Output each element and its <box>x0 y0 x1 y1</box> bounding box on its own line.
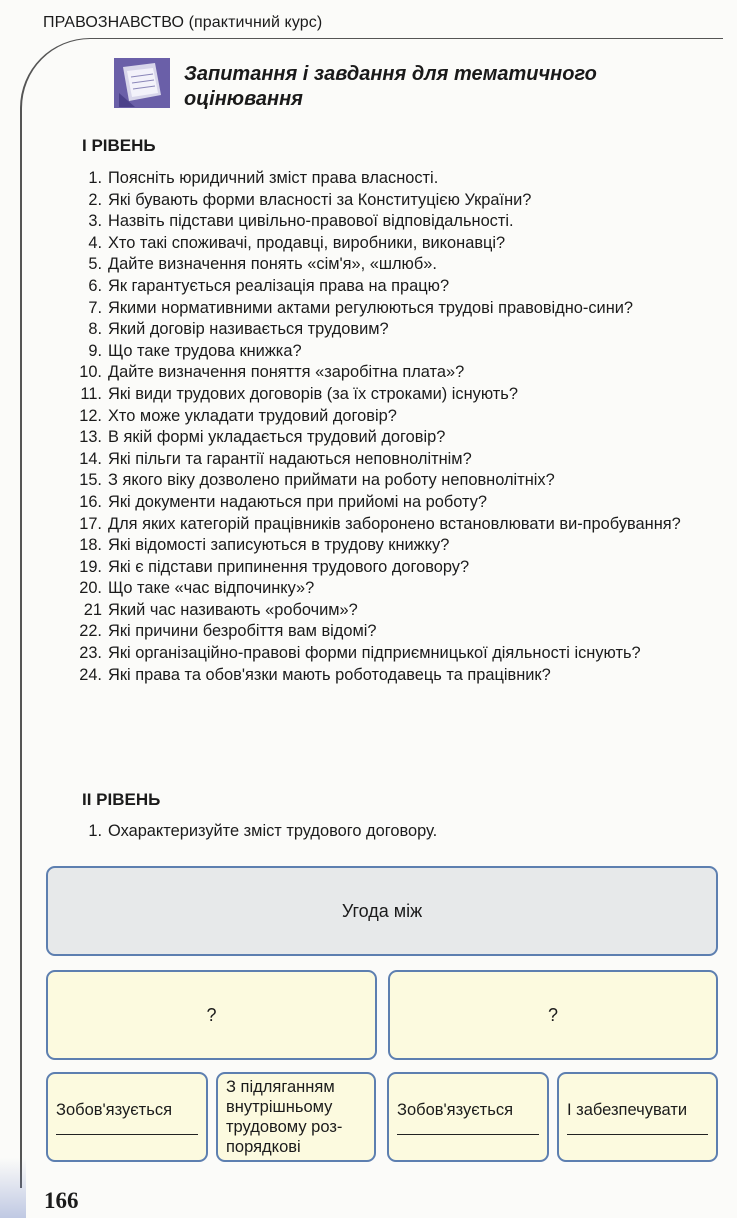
question-text: Назвіть підстави цивільно-правової відповідальності. <box>108 212 514 231</box>
question-item <box>75 233 720 255</box>
question-text: Який час називають «робочим»? <box>108 600 358 619</box>
question-number: 18. <box>79 536 102 555</box>
question-item <box>75 665 720 687</box>
question-item <box>75 449 720 471</box>
question-text: Якими нормативними актами регулюються трудові правовідно-сини? <box>108 298 634 317</box>
leaf-4-label: І забезпечувати <box>567 1100 688 1119</box>
level-2-task <box>85 822 685 841</box>
task-number: 1. <box>88 822 102 840</box>
question-item <box>75 254 720 276</box>
question-text: Які є підстави припинення трудового договору? <box>108 557 470 576</box>
page-corner-band <box>0 1158 26 1218</box>
question-text: Що таке трудова книжка? <box>108 341 302 360</box>
notebook-icon <box>113 57 171 109</box>
question-item <box>75 492 720 514</box>
question-text: Які бувають форми власності за Конституцією України? <box>108 190 532 209</box>
question-item <box>75 643 720 665</box>
question-item <box>75 406 720 428</box>
diagram-leaf-4 <box>557 1072 718 1162</box>
level-1-heading: І РІВЕНЬ <box>82 136 156 155</box>
question-number: 1. <box>88 169 102 187</box>
question-text: Хто такі споживачі, продавці, виробники, виконавці? <box>108 233 506 252</box>
question-item <box>75 600 720 622</box>
level-2-heading: ІІ РІВЕНЬ <box>82 790 161 809</box>
question-number: 24. <box>79 665 102 684</box>
question-number: 21 <box>83 600 102 619</box>
question-text: Для яких категорій працівників заборонено встановлювати ви-пробування? <box>108 514 681 533</box>
question-text: Хто може укладати трудовий договір? <box>108 406 397 425</box>
question-number: 17. <box>79 514 102 533</box>
question-text: Дайте визначення понять «сім'я», «шлюб». <box>108 255 437 274</box>
diagram-top-box <box>46 866 718 956</box>
question-text: В якій формі укладається трудовий договір? <box>108 428 446 447</box>
question-number: 4. <box>88 233 102 252</box>
question-text: Які пільги та гарантії надаються неповнолітнім? <box>108 449 472 468</box>
question-number: 9. <box>88 341 102 360</box>
question-number: 13. <box>79 428 102 447</box>
question-item <box>75 514 720 536</box>
page-number: 166 <box>44 1188 79 1213</box>
question-item <box>75 211 720 233</box>
diagram-right-box <box>388 970 718 1060</box>
header-rule <box>90 38 723 39</box>
question-item <box>75 276 720 298</box>
leaf-3-fill-line <box>397 1134 539 1135</box>
question-number: 14. <box>79 449 102 468</box>
question-number: 8. <box>88 320 102 339</box>
question-text: Які документи надаються при прийомі на роботу? <box>108 492 488 511</box>
diagram-left-label: ? <box>206 1004 217 1025</box>
question-text: Який договір називається трудовим? <box>108 320 389 339</box>
question-text: Як гарантується реалізація права на працю? <box>108 276 450 295</box>
question-number: 12. <box>79 406 102 425</box>
question-number: 2. <box>88 190 102 209</box>
leaf-1-fill-line <box>56 1134 198 1135</box>
question-item <box>75 578 720 600</box>
question-item <box>75 298 720 320</box>
question-item <box>75 168 720 190</box>
section-title: Запитання і завдання для тематичного оцінювання <box>184 63 597 110</box>
question-item <box>75 535 720 557</box>
diagram-top-label: Угода між <box>341 900 423 921</box>
question-text: Які права та обов'язки мають роботодавець та працівник? <box>108 665 551 684</box>
question-number: 15. <box>79 471 102 490</box>
question-item <box>75 190 720 212</box>
question-number: 10. <box>79 363 102 382</box>
diagram-left-box <box>46 970 377 1060</box>
question-item <box>75 621 720 643</box>
question-number: 16. <box>79 492 102 511</box>
question-number: 11. <box>80 384 102 403</box>
diagram-leaf-3 <box>387 1072 549 1162</box>
question-number: 22. <box>79 622 102 641</box>
questions-list <box>75 168 720 686</box>
question-number: 20. <box>79 579 102 598</box>
diagram-right-label: ? <box>547 1004 558 1025</box>
question-text: Поясніть юридичний зміст права власності. <box>108 169 439 187</box>
question-number: 19. <box>79 557 102 576</box>
diagram-leaf-1 <box>46 1072 208 1162</box>
question-item <box>75 362 720 384</box>
question-text: Які відомості записуються в трудову книжку? <box>108 536 450 555</box>
question-item <box>75 341 720 363</box>
question-text: Які види трудових договорів (за їх строками) існують? <box>108 384 518 403</box>
leaf-4-fill-line <box>567 1134 708 1135</box>
leaf-2-label: З підляганням внутрішньому трудовому роз-порядкові <box>226 1078 343 1156</box>
question-number: 23. <box>79 644 102 663</box>
running-header: ПРАВОЗНАВСТВО (практичний курс) <box>43 14 323 31</box>
question-text: Що таке «час відпочинку»? <box>108 579 315 598</box>
question-item <box>75 384 720 406</box>
question-item <box>75 470 720 492</box>
diagram-leaf-2 <box>216 1072 376 1162</box>
question-text: Дайте визначення поняття «заробітна плата»? <box>108 363 465 382</box>
question-item <box>75 319 720 341</box>
question-number: 6. <box>88 276 102 295</box>
question-item <box>75 557 720 579</box>
task-text: Охарактеризуйте зміст трудового договору. <box>108 822 438 840</box>
leaf-1-label: Зобов'язується <box>56 1100 173 1119</box>
question-number: 7. <box>88 298 102 317</box>
question-number: 5. <box>88 255 102 274</box>
question-text: З якого віку дозволено приймати на роботу неповнолітніх? <box>108 471 555 490</box>
question-text: Які організаційно-правові форми підприємницької діяльності існують? <box>108 644 641 663</box>
question-text: Які причини безробіття вам відомі? <box>108 622 377 641</box>
leaf-3-label: Зобов'язується <box>397 1100 514 1119</box>
question-item <box>75 427 720 449</box>
question-number: 3. <box>88 212 102 231</box>
